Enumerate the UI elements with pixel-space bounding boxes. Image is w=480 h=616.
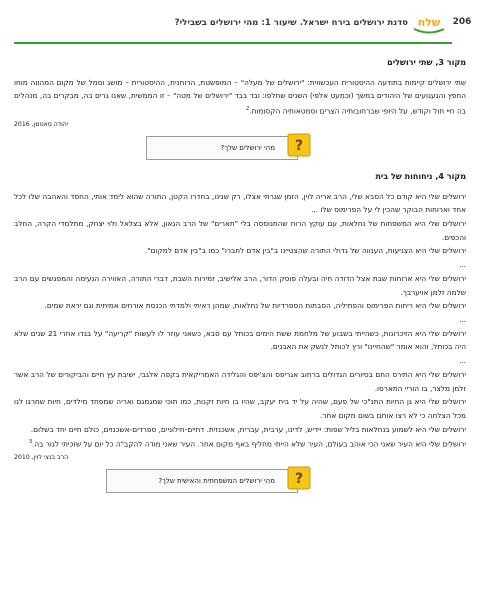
footnote-marker: 2 [246,106,250,113]
source4-paragraph: ירושלים שלי היא התירס החם בסיורים הגדולים ברחוב אגריפס והצ'יפס והגלידה האמריקאית בקפה אלגבי, ישיבת עץ חיים והביקורים של הרב אשר זלמן מלצר, בו הוריי התארסו. [14,369,466,393]
shelach-logo [412,13,446,35]
question-row [14,132,466,170]
header-rule [14,42,452,44]
source4-paragraph: ירושלים שלי היא ארוחות שבת אצל הדודה חיה ובעלה פוסק הדור, הרב אלישיב, זמירות השבת, דברי התורה, האווירה הנעימה והמפגשים עם הרב שלמה זלמן אויערבך. [14,273,466,297]
source3-attribution: יהודה סאטמן, 2016 [14,121,69,129]
source4-paragraph: ירושלים שלי היא העיר שאני הכי אוהב בעולם, העיר שלא הייתי מחליף באף מקום אחר. העיר שאני מודה להקב"ה כל יום על שזכיתי לגור בה.$^3$ [28,439,466,449]
ellipsis-line: ... [458,314,466,324]
svg-text:?: ? [294,137,304,154]
logo-text: שלח [417,16,441,29]
source4-heading: מקור 4, ניחוחות של בית [375,171,466,181]
source4-paragraph: ירושלים שלי היא גן החיות התנ"כי של פעם, שהיה על יד בית יעקב, שהיו בו חיות זקנות, כמו תוכי שמגמגם ואריה שמפחד מילדים, חיות שחרגו לנו מכל הצלחה כי לא רצו אותם בשום מקום אחר. [14,397,466,420]
footnote-marker: 3 [28,439,33,446]
source4-body [14,190,466,452]
page-number: 206 [452,17,472,27]
source4-paragraph: ירושלים שלי היא הזיכרונות, כשהייתי בשבוע של מלחמת ששת הימים בכותל עם סבא, כשאני עוזר לו לעשות "קריעה" על בגדו אחרי 21 שנים שלא היה בכותל, והוא אומר "שהחיינו" ורץ לכותל לנשק את האבנים. [14,328,466,352]
main-content [14,56,466,503]
source4-paragraph: ירושלים שלי היא לשמוע בנחלאות בליל שפות: יידיש, לדינו, ערבית, עברית, אשכנזית. דתיים-חילוניים, ספרדים-אשכנזים, כולם חיים יחד בשלום. [30,424,466,434]
page-header [0,10,480,50]
source4-attribution: הרב בנצי לוין, 2010 [14,454,69,462]
source3-heading: מקור 3, שתי ירושלים [387,58,466,67]
question-box [146,136,304,160]
question-mark-icon [287,133,311,157]
question-mark-icon [287,466,311,490]
ellipsis-line: ... [458,356,466,366]
ellipsis-line: ... [458,260,466,270]
question-text: מהי ירושלים המשפחתית והאישית שלך? [158,477,275,486]
question-text: מהי ירושלים שלך? [220,143,275,152]
source4-paragraph: ירושלים שלי היא המשפחות של נחלאות, עם עוקץ הרוח שהתנוססה בלי "תארים" של הרב הגאון, אלא בצלאל ולוי יצחק, מתלמדי הקרה, החלב והכפים. [14,219,466,242]
question-row [14,465,466,503]
source4-paragraph: ירושלים שלי היא הצניעות, הענווה של גדולי התורה שהצטיינו ב"בין אדם לחברו" כמו ב"בין אדם למקום". [144,246,466,256]
source4-paragraph: ירושלים שלי היא ריחות הפרימוס והפתיליה, הסבתות הספרדיות של נחלאות, שמהן ראיתי ולמדתי הכנסת אורחים אמיתית וגם יראת שמים. [44,301,466,311]
section-title: סדנת ירושלים בירח ישראל. שיעור 1: מהי ירושלים בשבילי? [174,18,408,28]
svg-text:?: ? [294,471,304,488]
source4-paragraph: ירושלים שלי היא קודם כל הסבא שלי, הרב אריה לוין, הזמן שגרתי אצלו, רק שנינו, בחדרו הקטן, התורה שהוא לימד אותי, החסד והאהבה שלו לכל אחד וארוחות הבוקר שהכין לי על הפרימוס שלו ... [14,191,466,215]
question-box [106,469,304,493]
source3-text: שתי ירושלים קיימות בתודעה ההיסטורית העכשווית: "ירושלים של מעלה" – המופשטת, הרוחנית, ההיסטורית – מושג וסמל של מקום המהווה מוחו החפץ והגעגועים של היהודים במשך (וכמעט אלפי) השנים שחלפו: ובד בבד "ירושלים של מטה" – זו הממשית, שאנו גרים בה, מבקרים בה, מנהלים בה חיי חול וקודש, על היופי שברחובותיה הצרים וסמטאותיה הקסומות.$^2$ [14,77,466,116]
